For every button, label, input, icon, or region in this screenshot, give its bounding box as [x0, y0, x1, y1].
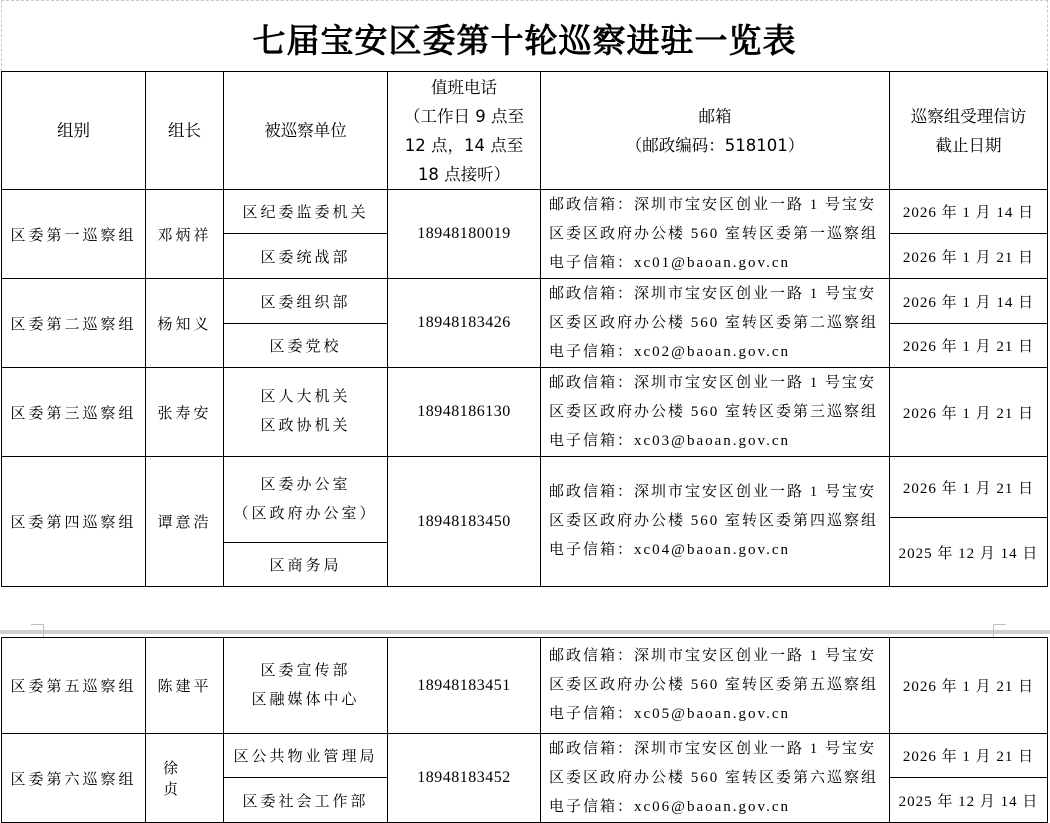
leader-name: 陈建平	[146, 638, 224, 734]
leader-name: 谭意浩	[146, 457, 224, 587]
page-title: 七届宝安区委第十轮巡察进驻一览表	[252, 21, 797, 60]
header-group: 组别	[2, 72, 146, 190]
duty-phone: 18948183452	[388, 734, 541, 823]
leader-name: 杨知义	[146, 279, 224, 368]
email-address: 电子信箱：xc02@baoan.gov.cn	[549, 343, 790, 360]
inspected-unit: 区纪委监委机关	[224, 190, 388, 234]
deadline-date: 2026 年 1 月 21 日	[890, 234, 1048, 279]
mailbox-info: 邮政信箱：深圳市宝安区创业一路 1 号宝安 区委区政府办公楼 560 室转区委第三巡察组 电子信箱：xc03@baoan.gov.cn	[541, 368, 890, 457]
deadline-date: 2026 年 1 月 21 日	[890, 324, 1048, 368]
header-mailbox: 邮箱 （邮政编码：518101）	[541, 72, 890, 190]
duty-phone: 18948183426	[388, 279, 541, 368]
group-name: 区委第三巡察组	[2, 368, 146, 457]
mailbox-info: 邮政信箱：深圳市宝安区创业一路 1 号宝安 区委区政府办公楼 560 室转区委第四巡察组 电子信箱：xc04@baoan.gov.cn	[541, 457, 890, 587]
email-address: 电子信箱：xc03@baoan.gov.cn	[549, 432, 790, 449]
email-address: 电子信箱：xc04@baoan.gov.cn	[549, 542, 790, 558]
duty-phone: 18948183451	[388, 638, 541, 734]
table-row	[2, 190, 1048, 234]
mailbox-info: 邮政信箱：深圳市宝安区创业一路 1 号宝安 区委区政府办公楼 560 室转区委第六巡察组 电子信箱：xc06@baoan.gov.cn	[541, 734, 890, 823]
table-row	[2, 279, 1048, 324]
group-name: 区委第二巡察组	[2, 279, 146, 368]
duty-phone: 18948186130	[388, 368, 541, 457]
inspected-unit: 区委宣传部 区融媒体中心	[224, 638, 388, 734]
deadline-date: 2026 年 1 月 14 日	[890, 279, 1048, 324]
mailbox-info: 邮政信箱：深圳市宝安区创业一路 1 号宝安 区委区政府办公楼 560 室转区委第一巡察组 电子信箱：xc01@baoan.gov.cn	[541, 190, 890, 279]
header-leader: 组长	[146, 72, 224, 190]
inspected-unit: 区商务局	[224, 543, 388, 587]
deadline-date: 2025 年 12 月 14 日	[890, 778, 1048, 823]
table-row	[2, 368, 1048, 457]
crop-mark-left-icon	[31, 624, 44, 637]
table-row	[2, 638, 1048, 734]
deadline-date: 2026 年 1 月 14 日	[890, 190, 1048, 234]
deadline-date: 2026 年 1 月 21 日	[890, 368, 1048, 457]
header-row	[2, 72, 1048, 190]
deadline-date: 2025 年 12 月 14 日	[890, 518, 1048, 587]
leader-name: 张寿安	[146, 368, 224, 457]
group-name: 区委第四巡察组	[2, 457, 146, 587]
leader-name: 徐贞	[146, 734, 224, 823]
header-deadline: 巡察组受理信访 截止日期	[890, 72, 1048, 190]
mailbox-info: 邮政信箱：深圳市宝安区创业一路 1 号宝安 区委区政府办公楼 560 室转区委第二巡察组 电子信箱：xc02@baoan.gov.cn	[541, 279, 890, 368]
leader-name: 邓炳祥	[146, 190, 224, 279]
inspected-unit: 区公共物业管理局	[224, 734, 388, 778]
email-address: 电子信箱：xc06@baoan.gov.cn	[549, 798, 790, 815]
deadline-date: 2026 年 1 月 21 日	[890, 457, 1048, 518]
page-break-divider	[0, 630, 1050, 634]
deadline-date: 2026 年 1 月 21 日	[890, 734, 1048, 778]
header-units: 被巡察单位	[224, 72, 388, 190]
group-name: 区委第六巡察组	[2, 734, 146, 823]
deadline-date: 2026 年 1 月 21 日	[890, 638, 1048, 734]
table-row	[2, 457, 1048, 518]
duty-phone: 18948180019	[388, 190, 541, 279]
table-row	[2, 734, 1048, 778]
group-name: 区委第五巡察组	[2, 638, 146, 734]
inspected-unit: 区委社会工作部	[224, 778, 388, 823]
title-area	[1, 0, 1048, 71]
inspected-unit: 区委组织部	[224, 279, 388, 324]
inspection-table-page-2	[1, 637, 1048, 823]
inspected-unit: 区人大机关 区政协机关	[224, 368, 388, 457]
group-name: 区委第一巡察组	[2, 190, 146, 279]
email-address: 电子信箱：xc05@baoan.gov.cn	[549, 706, 790, 722]
inspection-table-page-1	[1, 71, 1048, 587]
mailbox-info: 邮政信箱：深圳市宝安区创业一路 1 号宝安 区委区政府办公楼 560 室转区委第五巡察组 电子信箱：xc05@baoan.gov.cn	[541, 638, 890, 734]
inspected-unit: 区委办公室 （区政府办公室）	[224, 457, 388, 543]
email-address: 电子信箱：xc01@baoan.gov.cn	[549, 254, 790, 271]
crop-mark-right-icon	[993, 624, 1006, 637]
header-phone: 值班电话 （工作日 9 点至 12 点，14 点至 18 点接听）	[388, 72, 541, 190]
inspected-unit: 区委统战部	[224, 234, 388, 279]
inspected-unit: 区委党校	[224, 324, 388, 368]
duty-phone: 18948183450	[388, 457, 541, 587]
